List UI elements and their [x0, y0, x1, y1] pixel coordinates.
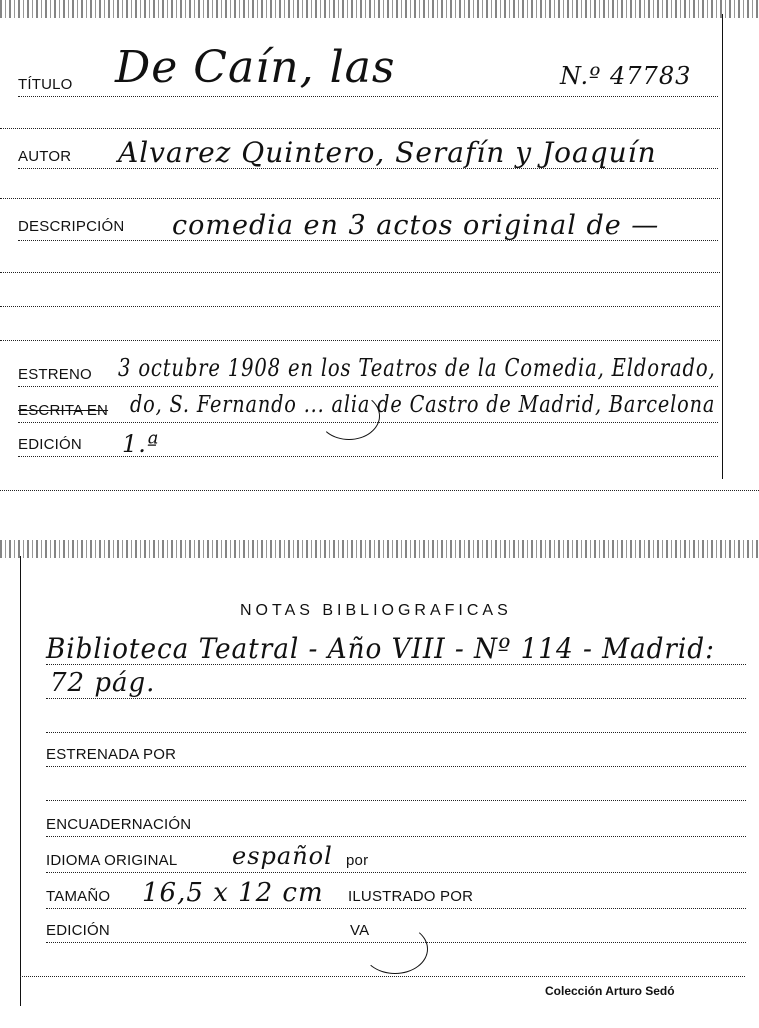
- rule-line: [20, 976, 745, 977]
- descripcion-label: DESCRIPCIÓN: [18, 218, 125, 235]
- notas-line-1: Biblioteca Teatral - Año VIII - Nº 114 - Madrid:: [46, 632, 715, 665]
- idioma-value: español: [232, 842, 333, 870]
- rule-line: [0, 272, 720, 273]
- catalog-card-back: [0, 540, 759, 1028]
- estreno-value: 3 octubre 1908 en los Teatros de la Comedia, Eldorado,: [118, 354, 716, 382]
- estreno-line: [18, 386, 718, 387]
- edicion-label: EDICIÓN: [46, 922, 110, 939]
- notas-heading: NOTAS BIBLIOGRAFICAS: [240, 602, 512, 619]
- encuadernacion-line: [46, 836, 746, 837]
- titulo-line: [18, 96, 718, 97]
- estrenada-label: ESTRENADA POR: [46, 746, 177, 763]
- por-label: por: [346, 852, 369, 869]
- pencil-circle-mark: [318, 392, 380, 440]
- card-top-edge: [0, 0, 759, 18]
- descripcion-value: comedia en 3 actos original de —: [172, 210, 660, 241]
- estrenada-line: [46, 766, 746, 767]
- idioma-label: IDIOMA ORIGINAL: [46, 852, 178, 869]
- tamano-line: [46, 908, 746, 909]
- notas-rule: [46, 664, 746, 665]
- card-top-edge: [0, 540, 759, 558]
- rule-line: [46, 800, 746, 801]
- escrita-value: do, S. Fernando ... alia de Castro de Madrid, Barcelona: [130, 392, 716, 418]
- descripcion-line: [18, 240, 718, 241]
- notas-rule: [46, 732, 746, 733]
- autor-line: [18, 168, 718, 169]
- titulo-value: De Caín, las: [115, 42, 396, 93]
- pencil-circle-mark: [362, 924, 428, 974]
- rule-line: [0, 306, 720, 307]
- notas-line-2: 72 pág.: [50, 668, 156, 698]
- card-bottom-edge: [0, 490, 759, 491]
- edicion-line: [18, 456, 718, 457]
- encuadernacion-label: ENCUADERNACIÓN: [46, 816, 192, 833]
- idioma-line: [46, 872, 746, 873]
- autor-value: Alvarez Quintero, Serafín y Joaquín: [118, 136, 657, 169]
- card-left-border: [20, 556, 21, 1006]
- card-right-border: [722, 14, 723, 479]
- coleccion-stamp: Colección Arturo Sedó: [545, 984, 675, 998]
- edicion-value: 1.ª: [122, 430, 160, 458]
- rule-line: [0, 340, 720, 341]
- catalog-card-front: [0, 0, 759, 495]
- ilustrado-label: ILUSTRADO POR: [348, 888, 474, 905]
- va-label: VA: [350, 922, 370, 939]
- notas-rule: [46, 698, 746, 699]
- rule-line: [0, 128, 720, 129]
- autor-label: AUTOR: [18, 148, 72, 165]
- edicion-label: EDICIÓN: [18, 436, 82, 453]
- numero-value: N.º 47783: [560, 62, 692, 90]
- tamano-label: TAMAÑO: [46, 888, 111, 905]
- estreno-label: ESTRENO: [18, 366, 92, 383]
- rule-line: [0, 198, 720, 199]
- escrita-label: ESCRITA EN: [18, 402, 109, 419]
- tamano-value: 16,5 x 12 cm: [142, 878, 324, 908]
- titulo-label: TÍTULO: [18, 76, 73, 93]
